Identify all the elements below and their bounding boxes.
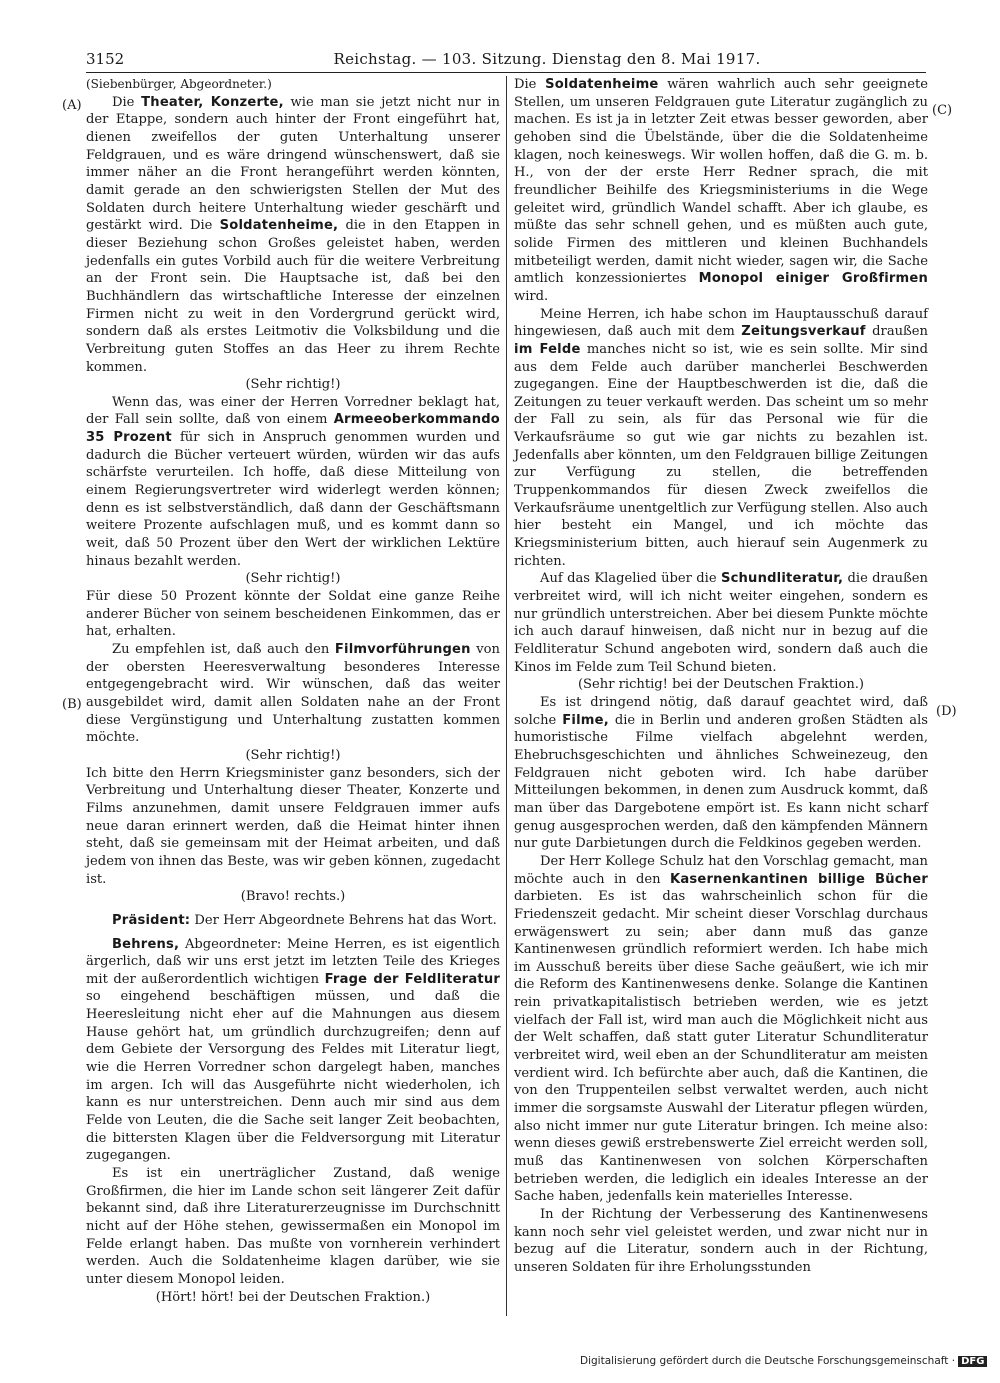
margin-marker-a: (A) (62, 98, 82, 113)
margin-marker-d: (D) (936, 704, 957, 719)
paragraph: Wenn das, was einer der Herren Vorredner beklagt hat, der Fall sein sollte, daß von einem Armeeoberkommando 35 Prozent für sich in Anspruch genommen wurden und dadurch die Bücher verteuert würden, würden wir das aufs schärfste verurteilen. Ich hoffe, daß diese Mitteilung von einem Regierungsvertreter wird widerlegt werden können; denn es ist selbstverständlich, daß dann der Geschäftsmann weitere Prozente aufschlagen muß, und es kommt dann so weit, daß 50 Prozent über den Wert der wirklichen Lektüre hinaus bezahlt werden. (86, 394, 500, 569)
interjection: (Sehr richtig!) (245, 377, 341, 393)
speaker-note: (Siebenbürger, Abgeordneter.) (86, 77, 272, 91)
interjection: (Bravo! rechts.) (240, 889, 346, 905)
paragraph: Für diese 50 Prozent könnte der Soldat eine ganze Reihe anderer Bücher von seinem bescheidenen Einkommen, das er hat, erhalten. (86, 589, 500, 640)
paragraph: Die Soldatenheime wären wahrlich auch sehr geeignete Stellen, um unseren Feldgrauen gute Literatur zugänglich zu machen. Es ist ja in letzter Zeit etwas besser geworden, aber gehoben sind die Übelstände, über die die Soldatenheime klagen, noch keineswegs. Wir wollen hoffen, daß die G. m. b. H., von der der erste Herr Redner sprach, die mit freundlicher Beihilfe des Kriegsministeriums in die Wege geleitet wird, gründlich Wandel schafft. Aber ich glaube, es müßte das sehr schnell gehen, und es müßten auch gute, solide Firmen des mittleren und kleinen Buchhandels mitbeteiligt werden, damit nicht wieder, sagen wir, die Sache amtlich konzessioniertes Monopol einiger Großfirmen wird. (514, 77, 929, 304)
dfg-logo: DFG (958, 1356, 987, 1367)
page-header (86, 50, 1000, 72)
paragraph: Der Herr Kollege Schulz hat den Vorschlag gemacht, man möchte auch in den Kasernenkantinen billige Bücher darbieten. Es ist das wahrscheinlich schon für die Friedenszeit gedacht. Mir scheint dieser Vorschlag durchaus erwägenswert zu sein; aber dann muß das ganze Kantinenwesen gründlich reformiert werden. Ich habe mich im Ausschuß bereits über diese Sache geäußert, wie ich mir die Reform des Kantinenwesens denke. Solange die Kantinen rein privatkapitalistisch betrieben werden, wie es jetzt vielfach der Fall ist, wird man auch die Möglichkeit nicht aus der Welt schaffen, daß statt guter Literatur Schundliteratur verbreitet wird, weil eben an der Schundliteratur am meisten verdient wird. Ich befürchte aber auch, daß die Kantinen, die von den Truppenteilen selbst verwaltet werden, auch nicht immer die sorgsamste Auswahl der Literatur pflegen würden, also nicht immer nur gute Literatur bringen. Ich meine also: wenn dieses gewiß erstrebenswerte Ziel erreicht werden soll, muß das Kantinenwesen von solchen Körperschaften betrieben werden, die lediglich ein ideales Interesse an der Sache haben, jedenfalls kein materielles Interesse. (514, 853, 928, 1205)
president-statement: Präsident: Der Herr Abgeordnete Behrens hat das Wort. (112, 912, 497, 928)
paragraph: Zu empfehlen ist, daß auch den Filmvorführungen von der obersten Heeresverwaltung besonderes Interesse entgegengebracht wird. Wir wünschen, daß das weiter ausgebildet wird, damit allen Soldaten nahe an der Front diese Vergünstigung und Unterhaltung zustatten kommen möchte. (86, 642, 500, 746)
paragraph: Ich bitte den Herrn Kriegsminister ganz besonders, sich der Verbreitung und Unterhaltung dieser Theater, Konzerte und Films anzunehmen, damit unsere Feldgrauen immer aufs neue daran erinnert werden, daß die Heimat hinter ihnen steht, daß sie gemeinsam mit der Heimat arbeiten, und daß jedem von ihnen das Beste, was wir geben können, zugedacht ist. (86, 765, 500, 887)
running-head: Reichstag. — 103. Sitzung. Dienstag den 8. Mai 1917. (333, 50, 761, 68)
footer-credit (580, 1355, 987, 1367)
column-divider (506, 76, 507, 1316)
right-column (514, 76, 928, 1277)
behrens-speech: Behrens, Abgeordneter: Meine Herren, es ist eigentlich ärgerlich, daß wir uns erst jetzt im letzten Teile des Krieges mit der außerordentlich wichtigen Frage der Feldliteratur so eingehend beschäftigen müssen, und daß die Heeresleitung nicht eher auf die Mahnungen aus diesem Hause gehört hat, um gründlich durchzugreifen; denn auf dem Gebiete der Versorgung des Feldes mit Literatur liegt, wie die Herren Vorredner schon dargelegt haben, manches im argen. Ich will das Ausgeführte nicht wiederholen, ich kann es nur unterstreichen. Denn auch mir sind aus dem Felde von Leuten, die die Sache seit langer Zeit beobachten, die bittersten Klagen über die Feldversorgung mit Literatur zugegangen. (86, 936, 501, 1164)
margin-marker-b: (B) (62, 697, 82, 712)
paragraph: In der Richtung der Verbesserung des Kantinenwesens kann noch sehr viel geleistet werden, und zwar nicht nur in bezug auf die Literatur, sondern auch in der Richtung, unseren Soldaten für ihre Erholungsstunden (514, 1207, 928, 1275)
margin-marker-c: (C) (932, 103, 953, 118)
interjection: (Hört! hört! bei der Deutschen Fraktion.) (155, 1289, 431, 1305)
paragraph: Es ist dringend nötig, daß darauf geachtet wird, daß solche Filme, die in Berlin und anderen großen Städten als humoristische Filme vielfach abgelehnt werden, Ehebruchsgeschichten und ähnliches Schweinezeug, den Feldgrauen nicht geboten wird. Ich habe darüber Mitteilungen bekommen, in denen zum Ausdruck kommt, daß man über das Dargebotene empört ist. Es kann nicht scharf genug ausgesprochen werden, daß den kämpfenden Männern nur gute Darbietungen durch die Feldkinos gegeben werden. (514, 694, 928, 852)
paragraph: Meine Herren, ich habe schon im Hauptausschuß darauf hingewiesen, daß auch mit dem Zeitungsverkauf draußen im Felde manches nicht so ist, wie es sein sollte. Mir sind aus dem Felde auch darüber mancherlei Beschwerden zugegangen. Eine der Hauptbeschwerden ist die, daß die Zeitungen zu teuer verkauft werden. Das scheint um so mehr der Fall zu sein, als für das Personal wie für die Verkaufsräume so gut wie gar nichts zu bezahlen ist. Jedenfalls aber könnten, um den Feldgrauen billige Zeitungen zur Verfügung zu stellen, die betreffenden Truppenkommandos für diesen Zweck zweifellos die Verkaufsräume unentgeltlich zur Verfügung stellen. Also auch hier besteht ein Mangel, und ich möchte das Kriegsministerium bitten, auch hierauf sein Augenmerk zu richten. (514, 306, 928, 569)
page-number: 3152 (86, 50, 125, 68)
speaker-name: Präsident: (112, 912, 191, 928)
left-column (86, 76, 500, 1306)
paragraph: Es ist ein unerträglicher Zustand, daß wenige Großfirmen, die hier im Lande schon seit längerer Zeit dafür bekannt sind, daß ihre Literaturerzeugnisse im Durchschnitt nicht auf der Höhe stehen, gewissermaßen ein Monopol im Felde erlangt haben. Das mußte von vornherein verhindert werden. Auch die Soldatenheime klagen darüber, wie sie unter diesem Monopol leiden. (86, 1166, 500, 1287)
interjection: (Sehr richtig! bei der Deutschen Fraktion.) (577, 677, 865, 693)
interjection: (Sehr richtig!) (245, 571, 341, 587)
footer-text: Digitalisierung gefördert durch die Deutsche Forschungsgemeinschaft · (580, 1355, 956, 1367)
interjection: (Sehr richtig!) (245, 747, 341, 763)
paragraph: Die Theater, Konzerte, wie man sie jetzt nicht nur in der Etappe, sondern auch hinter der Front eingeführt hat, dienen zweifellos der guten Unterhaltung unserer Feldgrauen, und es wäre dringend wünschenswert, daß sie immer näher an die Front herangeführt werden könnten, damit gerade an den schwierigsten Stellen der Mut des Soldaten durch heitere Unterhaltung wieder geschärft und gestärkt wird. Die Soldatenheime, die in den Etappen in dieser Beziehung schon Großes geleistet haben, werden jedenfalls ein gutes Vorbild auch für die weitere Verbreitung an der Front sein. Die Hauptsache ist, daß bei den Buchhändlern das wirtschaftliche Interesse der einzelnen Firmen nicht zu weit in den Vordergrund gerückt wird, sondern daß als erstes Leitmotiv die Volksbildung und die Verbreitung guten Stoffes an das Heer zu ihrem Rechte kommen. (86, 94, 500, 375)
paragraph: Auf das Klagelied über die Schundliteratur, die draußen verbreitet wird, will ich nicht weiter eingehen, sondern es nur gründlich unterstreichen. Aber bei diesem Punkte möchte ich auch darauf hinweisen, daß nicht nur in bezug auf die Feldliteratur Schund angeboten wird, sondern daß auch die Kinos im Felde zum Teil Schund bieten. (514, 571, 928, 675)
header-rule (86, 72, 926, 73)
speaker-name: Behrens, (112, 936, 180, 952)
